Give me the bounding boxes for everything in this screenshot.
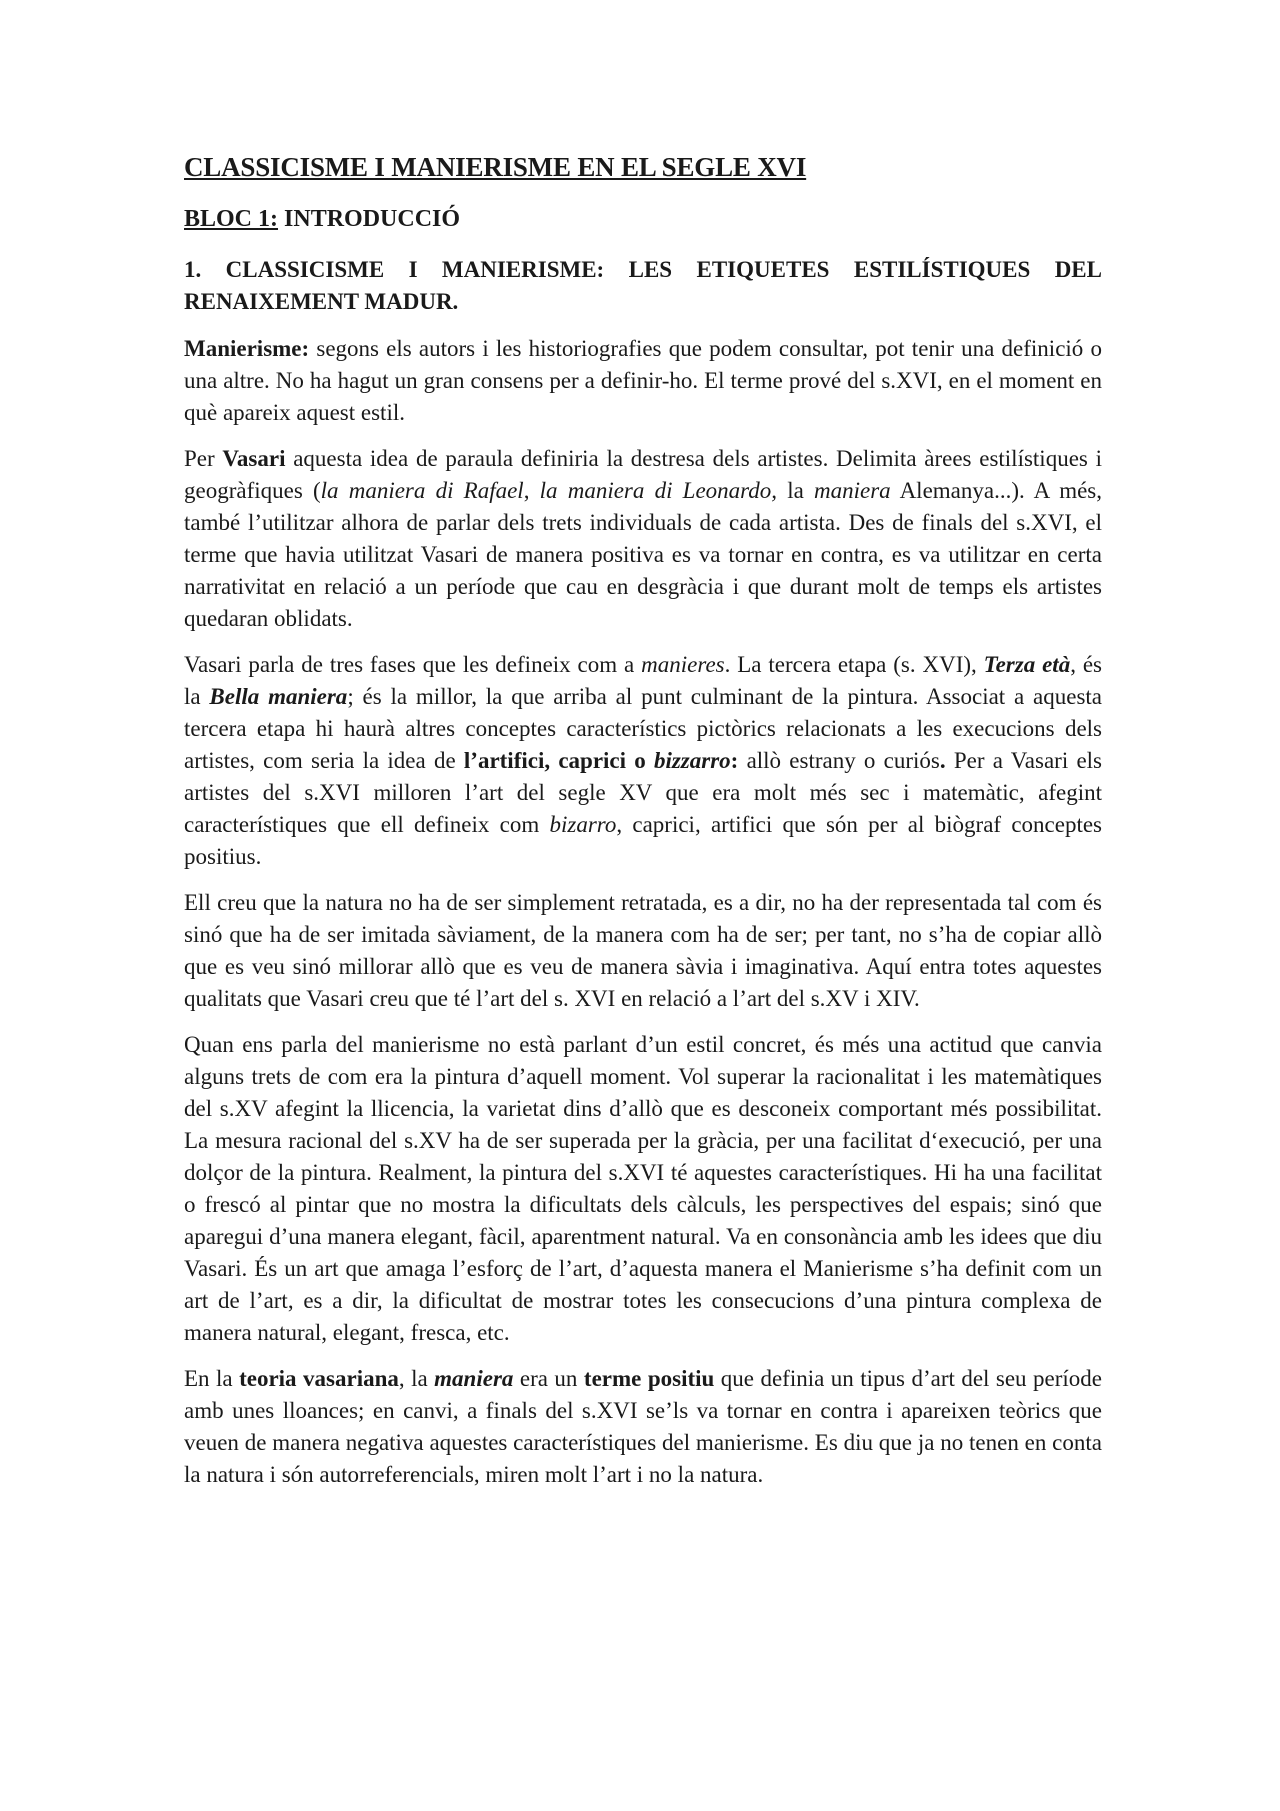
term-terza-eta: Terza età — [983, 652, 1071, 677]
italic-run: la maniera di Leonardo, — [539, 478, 777, 503]
text-run: ; és la millor, la que arriba al punt culminant de la pintura. Associat a aquesta tercera etapa hi haurà altres conceptes característics pictòrics relacionats a les execucions dels artistes, com seria la idea de — [184, 684, 1102, 773]
term-artifici: l’artifici, caprici o — [463, 748, 654, 773]
italic-run: maniera — [813, 478, 891, 503]
text-run: era un — [513, 1366, 584, 1391]
italic-run: la maniera di Rafael — [320, 478, 524, 503]
text-run: la — [777, 478, 814, 503]
text-run: , — [523, 478, 540, 503]
term-vasari: Vasari — [222, 446, 286, 471]
term-terme-positiu: terme positiu — [583, 1366, 715, 1391]
paragraph-nature: Ell creu que la natura no ha de ser simplement retratada, es a dir, no ha der representada tal com és sinó que ha de ser imitada sàviament, de la manera com ha de ser; per tant, no s’ha de copiar allò que es veu sinó millorar allò que es veu de manera sàvia i imaginativa. Aquí entra totes aquestes qualitats que Vasari creu que té l’art del s. XVI en relació a l’art del s.XV i XIV. — [184, 890, 1102, 1011]
italic-run: manieres — [641, 652, 725, 677]
italic-run: bizarro — [549, 812, 617, 837]
text-run: En la — [184, 1366, 240, 1391]
bloc-heading — [184, 204, 1102, 234]
bloc-label: BLOC 1: — [184, 206, 279, 232]
paragraph-text: segons els autors i les historiografies que podem consultar, pot tenir una definició o una altre. No ha hagut un gran consens per a definir-ho. El terme prové del s.XVI, en el moment en què apareix aquest estil. — [184, 336, 1102, 425]
text-run: allò estrany o curiós — [738, 748, 940, 773]
term-bizzarro: bizzarro — [653, 748, 731, 773]
paragraph-three-phases — [184, 649, 1102, 873]
term-maniera: maniera — [434, 1366, 514, 1391]
paragraph-vasarian-theory — [184, 1363, 1102, 1491]
document-page — [184, 150, 1102, 1505]
bloc-name: INTRODUCCIÓ — [284, 206, 461, 232]
text-run: Per a Vasari els artistes del s.XVI milloren l’art del segle XV que era molt més sec i matemàtic, afegint característiques que ell defineix com — [184, 748, 1102, 837]
text-run: que definia un tipus d’art del seu període amb unes lloances; en canvi, a finals del s.XVI se’ls va tornar en contra i apareixen teòrics que veuen de manera negativa aquestes característiques del manierisme. Es diu que ja no tenen en conta la natura i són autorreferencials, miren molt l’art i no la natura. — [184, 1366, 1102, 1487]
text-run: Per — [184, 446, 223, 471]
text-run: Vasari parla de tres fases que les defineix com a — [184, 652, 642, 677]
term-teoria-vasariana: teoria vasariana — [239, 1366, 399, 1391]
paragraph-attitude: Quan ens parla del manierisme no està parlant d’un estil concret, és més una actitud que canvia alguns trets de com era la pintura d’aquell moment. Vol superar la racionalitat i les matemàtiques del s.XV afegint la llicencia, la varietat dins d’allò que es desconeix comportant més possibilitat. La mesura racional del s.XV ha de ser superada per la gràcia, per una facilitat d‘execució, per una dolçor de la pintura. Realment, la pintura del s.XVI té aquestes característiques. Hi ha una facilitat o frescó al pintar que no mostra la dificultats dels càlculs, les perspectives del espais; sinó que aparegui d’una manera elegant, fàcil, aparentment natural. Va en consonància amb les idees que diu Vasari. És un art que amaga l’esforç de l’art, d’aquesta manera el Manierisme s’ha definit com un art de l’art, es a dir, la dificultat de mostrar totes les consecucions d’una pintura complexa de manera natural, elegant, fresca, etc. — [184, 1032, 1102, 1345]
bold-run: : — [730, 748, 739, 773]
paragraph-manierisme — [184, 333, 1102, 429]
section-heading: 1. CLASSICISME I MANIERISME: LES ETIQUETES ESTILÍSTIQUES DEL RENAIXEMENT MADUR. — [184, 257, 1102, 314]
bold-run: . — [939, 748, 946, 773]
text-run: Alemanya...). A més, també l’utilitzar alhora de parlar dels trets individuals de cada artista. Des de finals del s.XVI, el terme que havia utilitzat Vasari de manera positiva es va tornar en contra, es va utilitzar en certa narrativitat en relació a un període que cau en desgràcia i que durant molt de temps els artistes quedaran oblidats. — [184, 478, 1102, 631]
text-run: , és la — [184, 652, 1102, 709]
term-bella-maniera: Bella maniera — [209, 684, 348, 709]
text-run: aquesta idea de paraula definiria la destresa dels artistes. Delimita àrees estilístiques i geogràfiques ( — [184, 446, 1102, 503]
paragraph-vasari-definition — [184, 443, 1102, 635]
text-run: , caprici, artifici que són per al biògraf conceptes positius. — [184, 812, 1103, 869]
text-run: , la — [398, 1366, 435, 1391]
text-run: . La tercera etapa (s. XVI), — [724, 652, 984, 677]
document-title: CLASSICISME I MANIERISME EN EL SEGLE XVI — [184, 152, 807, 182]
term-manierisme: Manierisme: — [184, 336, 310, 361]
